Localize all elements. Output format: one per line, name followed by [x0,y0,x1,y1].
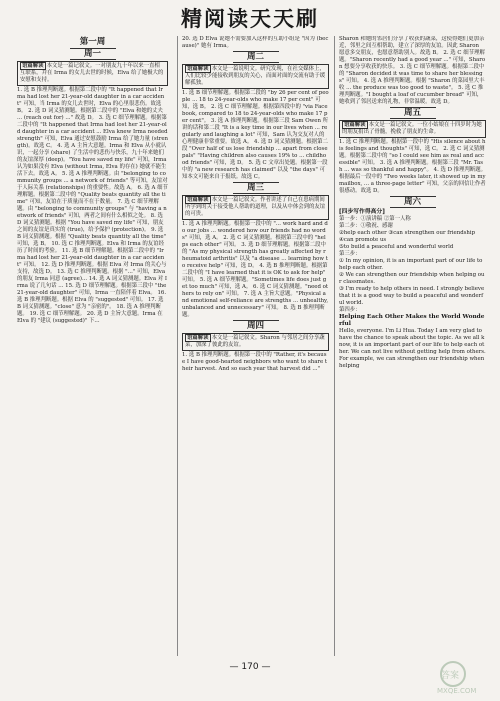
day-heading-wednesday: 周三 [233,182,279,194]
day-heading-tuesday: 周二 [233,51,279,63]
summary-tag: 语篇解读 [22,63,44,69]
writing-step: 第三步： [339,251,361,257]
page-title: 精阅读天天刷 [181,7,319,31]
day-heading-saturday: 周六 [390,196,436,208]
essay-text: Hello, everyone. I'm Li Hua. Today I am very glad to have the chance to speak about the topic. As we all know, it is an important part of our life to help each other. We can not live without getting help from others. For example, we can strengthen our friendship when helping [339,328,486,369]
answer-text: 1. 选 B 推理判断题。根据第一段中的 "Rather, it's because I have good-hearted neighbors who want to share their harvest. And so each year that harvest did ..." [182,352,328,372]
summary-box-friday [339,120,486,138]
summary-text: 本文是一篇说明文。研究发现，在社交媒体上，人们比较少能接收到朋友的关心，而面对面的交流有助于缓解孤独。 [185,66,326,86]
writing-step: 第四步： [339,307,361,313]
writing-step: 第二步：①敬祝、感谢 [339,223,393,229]
writing-section-tag: [四步写作得高分] [339,209,385,215]
summary-box-tuesday [182,64,329,89]
column-3 [334,36,486,656]
watermark-logo-icon [433,656,495,696]
svg-text:答案: 答案 [441,671,460,681]
summary-tag: 语篇解读 [187,66,209,72]
writing-step: ① In my opinion, it is an important part of our life to help each other. [339,258,483,271]
answer-text: 1. 选 B 推理判断题。根据第二段中的 "It happened that Irma had lost her 21-year-old daughter in a car accident" 可知，当 Irma 的女儿去世时，Elva 的心里很悲伤。故选 B。 2. 选 D 词义猜测题。根据第二段中的 "Elva 和她的丈夫 ... (reach out for) ..." 故选 D。 3. 选 C 细节理解题。根据第二段中的 "It happened that Irma had lost her 21-year-old daughter in a car accident ... Elva knew Irma needed strength" 可知，Elva 通过安慰鼓励 Irma 给了她力量 (strength)。故选 C。 4. 选 A 主旨大意题。Irma 和 Elva 从小就认识，一起分享 (share) 了生活中的悲伤与快乐，九十年来她们的友谊深厚 (deep)。"You have saved my life" 可知，Irma 认为如果没有 Elva (without Irma, Elva 的存在) 她就不能生活下去。故选 A。 5. 选 A 推理判断题。由 "belonging to community groups ... a network of friends" 等可知，友谊对于人际关系 (relationships) 的重要性。故选 A。 6. 选 A 细节理解题。根据第二段中的 "Quality beats quantity all the time" 可知，友谊在于质量而不在于数量。 7. 选 C 细节理解题。由 "belonging to community groups" 与 "having a network of friends" 可知，两者之间有什么相似之处。 8. 选 D 词义猜测题。根据 "You have saved my life" 可知，朋友之间的友谊是真实的 (true)，给予保护 (protection)。 9. 选 B 词义猜测题。根据 "Quality beats quantity all the time" 可知，选 B。 10. 选 C 推理判断题。Elva 和 Irma 的友谊经历了时间的考验。 11. 选 B 细节理解题。根据第二段中的 "Irma had lost her 21-year-old daughter in a car accident" 可知。 12. 选 D 推理判断题。根据 Elva 对 Irma 的关心与支持，故选 D。 13. 选 C 推理判断题。根据 "..." 可知，Elva 的朋友 Irma 同意 (agree)... 14. 选 A 词义猜测题。Elva 对 Irma 说了几句话 ... 15. 选 D 细节理解题。根据第三段中 "the 21-year-old daughter" 可知，Irma 一直陪伴着 Elva。 16. 选 B 推理判断题。根据 Elva 的 "suggested" 可知。 17. 选 B 词义猜测题。"close" 意为 "亲密的"。 18. 选 A 推理判断题。 19. 选 C 细节理解题。 20. 选 D 主旨大意题。Irma 在 Elva 的 "建议 (suggested)" 下... [17,87,168,324]
summary-box-monday [17,61,168,86]
page-number: — 170 — [229,662,271,672]
summary-tag: 语篇解读 [187,335,209,341]
answer-text: Sharon 和她的邻居们分享了收获的蔬菜，这使得她们更加亲近，邻里之间互相帮助，建立了深厚的友谊。因此 Sharon 愿意多交朋友，也愿意帮助别人。故选 B。 2. 选 C 细节理解题。"Sharon recently had a good year ..." 可知，Sharon 想要分享收获的快乐。 3. 选 C 细节理解题。根据第二段中的 "Sharon decided it was time to share her blessings" 可知。 4. 选 A 推理判断题。根据 "Sharon 的菜园里大丰收 ... the produce was too good to waste"。 5. 选 C 推理判断题。"I bought a loaf of cucumber bread" 可知，她收到了邻居送来的礼物，非常温暖。故选 D。 [339,36,486,105]
writing-step: ②help each other ③can strengthen our friendship [339,230,476,236]
day-heading-monday: 周一 [70,48,116,60]
answer-text: 1. 选 A 推理判断题。根据第一段中的 "... work hard and do our jobs ... wondered how our friends had no words" 可知，选 A。 2. 选 C 词义猜测题。根据第三段中的 "helps each other" 可知。 3. 选 D 细节理解题。根据第二段中的 "As my physical strength has greatly affected by rheumatoid arthritis" 以及 "a disease ... learning how to receive help" 可知，选 D。 4. 选 B 推理判断题。根据第二段中的 "I have learned that it is OK to ask for help" 可知。 5. 选 A 细节理解题。"Sometimes life does just get too much" 可知，选 A。 6. 选 C 词义猜测题。"need others to rely on" 可知。 7. 选 A 主旨大意题。"Physical and emotional self-reliance are strengths ... unhealthy, unbalanced and unnecessary" 可知。 8. 选 B 推理判断题。 [182,221,329,318]
week-heading: 第一周 [79,37,106,47]
writing-step: ② We can strengthen our friendship when helping our classmates. [339,272,485,285]
column-2 [177,36,329,656]
svg-text:MXQE.COM: MXQE.COM [437,687,477,695]
answer-text: 1. 选 B 细节理解题。根据第二段的 "by 26 per cent of people ... 18 to 24-year-olds who make 17 per cent" 可知，选 B。 2. 选 C 细节理解题。根据第四段中的 "via Facebook, compared to 18 to 24-year-olds who make 17 per cent"。 3. 选 A 推理判断题。根据第三段 Sam Owen 所讲的话和第二段 "It is a key time in our lives when ... regularly and laughing a lot" 可知，Sam 认为交友对人的心理健康非常重要。故选 A。 4. 选 D 词义猜测题。根据第二段 "Over half of us lose friendship ... apart from close pals" "Having children also causes 19% to ... childhood friends" 可知，选 D。 5. 选 C 文章出处题。根据第一段中的 "a new research has claimed" 以及 "the days" 可知本文可能来自于报纸。故选 C。 [182,90,329,180]
summary-text: 本文是一篇记叙文。一位小姑娘在十四岁时为她的朋友捐出了骨髓，挽救了朋友的生命。 [342,122,482,135]
writing-steps [339,216,486,314]
summary-text: 本文是一篇记叙文。一对朋友九十年以来一直相互联系，并在 Irma 的女儿去世的时候，Elva 给了她极大的安慰和支持。 [20,63,164,83]
summary-tag: 语篇解读 [344,122,366,128]
essay-title: Helping Each Other Makes the World Wonderful [339,314,485,327]
column-1 [17,36,168,656]
writing-step: ④can promote us [339,237,387,243]
summary-box-thursday [182,333,329,351]
day-heading-thursday: 周四 [233,320,279,332]
writing-step: ③ I'm ready to help others in need. I strongly believe that it is a good way to build a peaceful and wonderful world. [339,286,485,306]
writing-step: 第一步：①演讲稿 ②第一人称 [339,216,411,222]
summary-box-wednesday [182,195,329,220]
answer-text: 20. 选 D Elva 说她不需要加入这样的互助小组是 "因为 (because)" 她有 Irma。 [182,36,329,49]
summary-text: 本文是一篇记叙文。Sharon 与邻居之间分享蔬菜，加深了彼此的友谊。 [185,335,325,348]
summary-text: 本文是一篇记叙文。作者讲述了自己在患病期间所学到的关于接受他人帮助的道理，以及从中体会到的友谊的可贵。 [185,197,326,217]
writing-step: ⑤to build a peaceful and wonderful world [339,244,454,250]
answer-text: 1. 选 C 推理判断题。根据第一段中的 "His silence about his feelings and thoughts" 可知，选 C。 2. 选 C 词义猜测题。根据第二段中的 "so I could see him as real and accessible" 可知。 3. 选 A 推理判断题。根据第三段 "Mr. Tash ... was so thankful and happy"。 4. 选 D 推理判断题。根据最后一段中的 "Two weeks later, it showed up in my mailbox, ... a three-page letter" 可知，父亲的回信让作者很感动。故选 D。 [339,139,486,194]
summary-tag: 语篇解读 [187,197,209,203]
day-heading-friday: 周五 [390,107,436,119]
